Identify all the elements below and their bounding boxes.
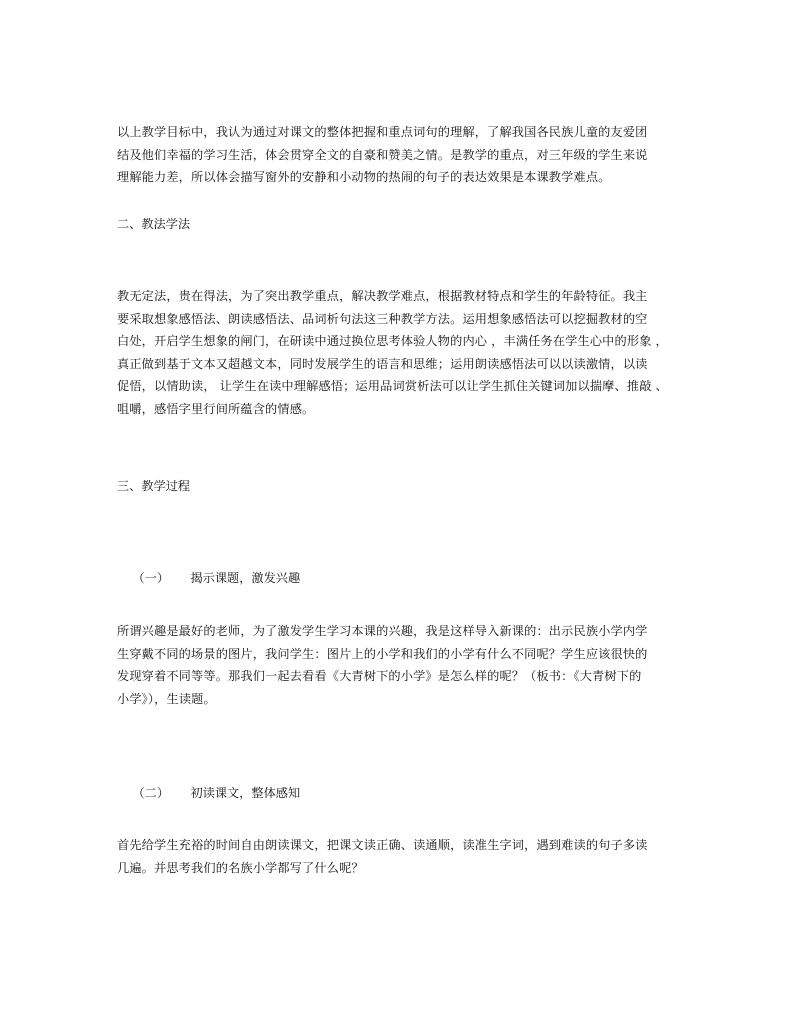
- step-heading-1: [117, 548, 687, 608]
- text-line: 结及他们幸福的学习生活，体会贯穿全文的自豪和赞美之情。是教学的重点，对三年级的学生来说: [117, 147, 648, 162]
- text-line: 促悟，以情助读， 让学生在读中理解感悟；运用品词赏析法可以让学生抓住关键词加以揣摩、推敲 、: [117, 379, 668, 394]
- paragraph-introduction: [117, 620, 687, 710]
- text-line: 真正做到基于文本又超越文本，同时发展学生的语言和思维；运用朗读感悟法可以以读激情，以读: [117, 356, 648, 371]
- text-line: 生穿戴不同的场景的图片，我问学生：图片上的小学和我们的小学有什么不同呢？学生应该很快的: [117, 646, 648, 661]
- step-heading-2: [117, 763, 687, 823]
- text-line: 白处，开启学生想象的闸门，在研读中通过换位思考体验人物的内心 ，丰满任务在学生心中的形象 ，: [117, 334, 668, 349]
- text-line: 所谓兴趣是最好的老师，为了激发学生学习本课的兴趣，我是这样导入新课的：出示民族小学内学: [117, 624, 648, 638]
- text-line: 咀嚼，感悟字里行间所蕴含的情感。: [117, 401, 315, 416]
- step-title: 揭示课题，激发兴趣: [190, 571, 301, 585]
- text-line: 以上教学目标中，我认为通过对课文的整体把握和重点词句的理解，了解我国各民族儿童的友爱团: [117, 125, 648, 139]
- text-line: 教无定法，贵在得法，为了突出教学重点，解决教学难点，根据教材特点和学生的年龄特征。我主: [117, 289, 648, 303]
- step-number: （一）: [132, 571, 170, 585]
- paragraph-first-reading: [117, 834, 687, 879]
- step-number: （二）: [132, 786, 170, 800]
- paragraph-methods: [117, 285, 687, 421]
- text-line: 几遍。并思考我们的名族小学都写了什么呢？: [117, 860, 364, 875]
- section-heading-process: 三、教学过程: [117, 479, 191, 493]
- paragraph-teaching-goals: [117, 121, 687, 189]
- step-title: 初读课文，整体感知: [190, 786, 301, 800]
- text-line: 理解能力差，所以体会描写窗外的安静和小动物的热闹的句子的表达效果是本课教学难点。: [117, 170, 611, 185]
- section-heading-methods: 二、教法学法: [117, 217, 191, 231]
- text-line: 发现穿着不同等等。那我们一起去看看《大青树下的小学》是怎么样的呢？（板书：《大青树下的: [117, 669, 642, 684]
- text-line: 要采取想象感悟法、朗读感悟法、品词析句法这三种教学方法。运用想象感悟法可以挖掘教材的空: [117, 311, 648, 326]
- text-line: 首先给学生充裕的时间自由朗读课文，把课文读正确、读通顺，读准生字词，遇到难读的句子多读: [117, 838, 648, 852]
- text-line: 小学》），生读题。: [117, 691, 216, 706]
